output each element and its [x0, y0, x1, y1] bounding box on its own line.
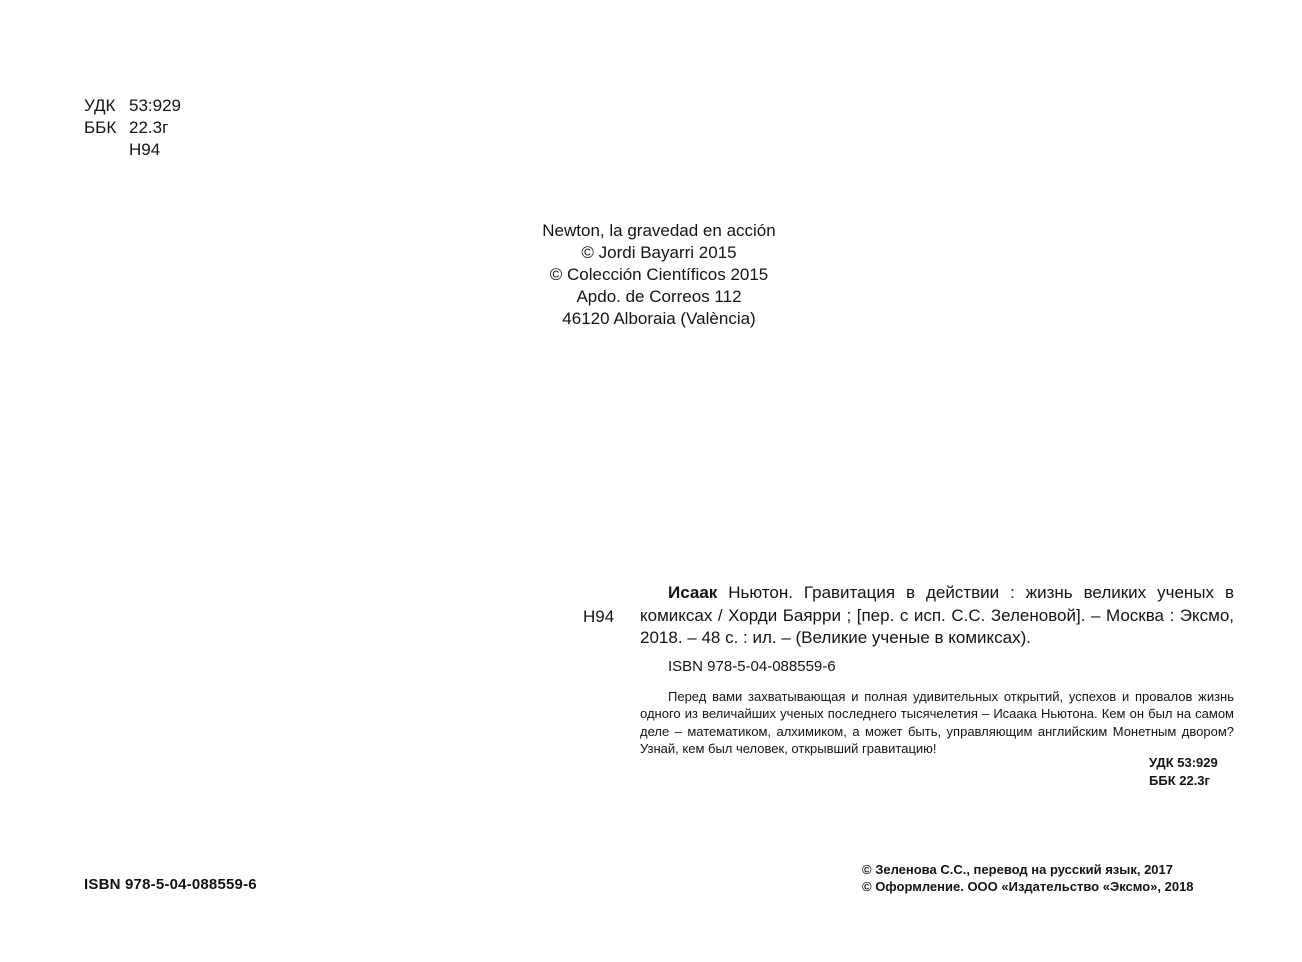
udk-row	[84, 95, 181, 117]
card-description-text: Ньютон. Гравитация в действии : жизнь великих ученых в комиксах / Хорди Баярри ; [пер. с исп. С.С. Зеленовой]. – Москва : Эксмо, 2018. – 48 с. : ил. – (Великие ученые в комиксах).	[640, 583, 1234, 647]
copyright-design: © Оформление. ООО «Издательство «Эксмо», 2018	[862, 879, 1194, 894]
original-address-line2: 46120 Alboraia (València)	[562, 309, 756, 328]
copyright-translation: © Зеленова С.С., перевод на русский язык, 2017	[862, 862, 1173, 877]
udk-label: УДК	[84, 96, 116, 115]
footer-isbn: ISBN 978-5-04-088559-6	[84, 876, 257, 893]
author-sign: Н94	[129, 140, 161, 159]
original-copyright-collection: © Colección Científicos 2015	[549, 265, 769, 284]
udk-value: 53:929	[129, 96, 181, 115]
original-copyright-author: © Jordi Bayarri 2015	[581, 243, 737, 262]
card-author-sign: Н94	[583, 607, 615, 626]
original-edition-block	[460, 220, 858, 330]
card-annotation: Перед вами захватывающая и полная удивительных открытий, успехов и провалов жизнь одного из величайших ученых последнего тысячелетия – Исаака Ньютона. Кем он был на самом деле – математиком, алхимиком, а может быть, управляющим английским Монетным двором? Узнай, кем был человек, открывший гравитацию!	[640, 689, 1234, 757]
original-title: Newton, la gravedad en acción	[542, 221, 776, 240]
card-title-bold: Исаак	[668, 583, 718, 602]
bbk-value: 22.3г	[129, 118, 169, 137]
footer-copyrights	[862, 861, 1194, 895]
card-isbn: ISBN 978-5-04-088559-6	[668, 658, 836, 675]
card-description	[640, 582, 1234, 650]
card-udk: УДК 53:929	[1149, 755, 1218, 770]
classification-block	[84, 95, 181, 161]
bbk-row	[84, 117, 181, 139]
bbk-label: ББК	[84, 118, 117, 137]
card-bbk: ББК 22.3г	[1149, 773, 1210, 788]
original-address-line1: Apdo. de Correos 112	[576, 287, 742, 306]
card-codes	[1149, 754, 1218, 790]
author-sign-row	[84, 139, 181, 161]
